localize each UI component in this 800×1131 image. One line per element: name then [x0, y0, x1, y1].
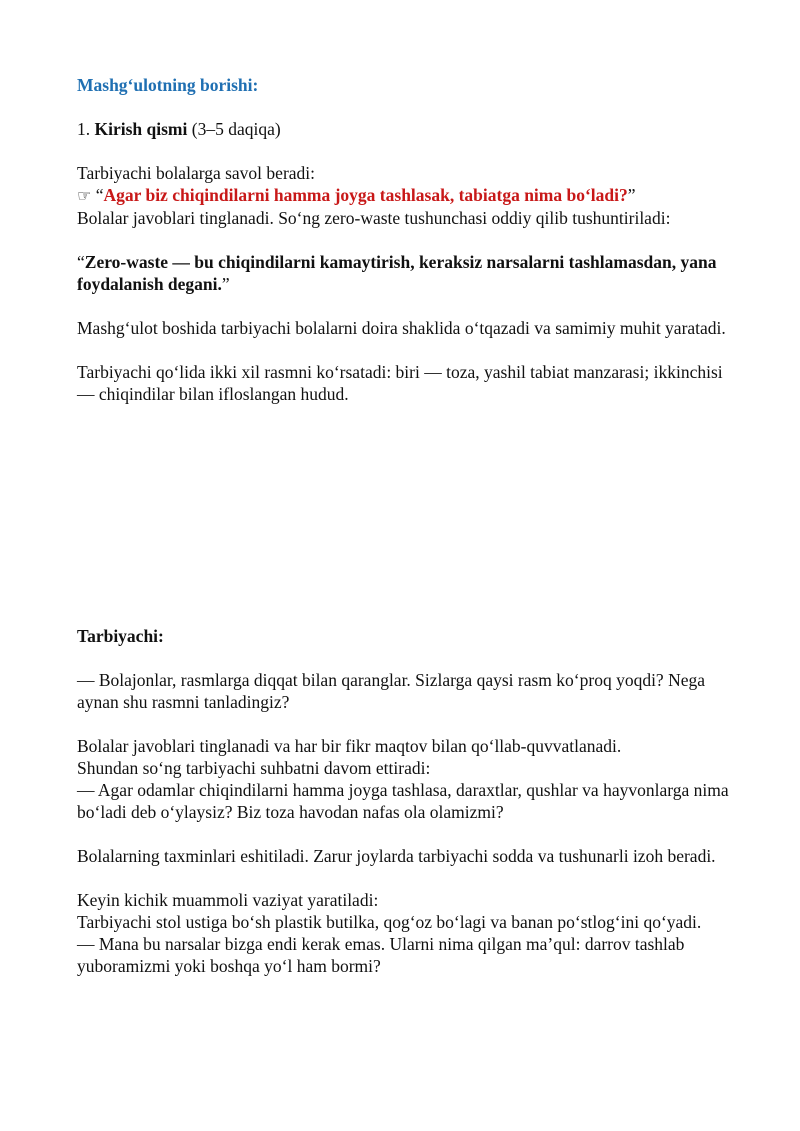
definition-open-quote: “	[77, 252, 85, 272]
pointing-hand-icon: ☞	[77, 186, 92, 205]
section-heading: Mashg‘ulotning borishi:	[77, 75, 259, 95]
question-line	[77, 184, 737, 207]
question-close-quote: ”	[627, 185, 636, 205]
question-lead: Tarbiyachi bolalarga savol beradi:	[77, 163, 316, 183]
speech-3: — Mana bu narsalar bizga endi kerak emas. Ularni nima qilgan ma’qul: darrov tashlab yuboramizmi yoki boshqa yo‘l ham bormi?	[77, 934, 685, 976]
praise-line: Bolalar javoblari tinglanadi va har bir fikr maqtov bilan qo‘llab-quvvatlanadi.	[77, 736, 622, 756]
answers-line: Bolalar javoblari tinglanadi. So‘ng zero-waste tushunchasi oddiy qilib tushuntiriladi:	[77, 208, 671, 228]
question-open-quote: “	[95, 185, 104, 205]
problem-items: Tarbiyachi stol ustiga bo‘sh plastik butilka, qog‘oz bo‘lagi va banan po‘stlog‘ini qo‘yadi.	[77, 912, 702, 932]
definition-text: Zero-waste — bu chiqindilarni kamaytirish, keraksiz narsalarni tashlamasdan, yana foydalanish degani.	[77, 252, 717, 294]
speech-1: — Bolajonlar, rasmlarga diqqat bilan qaranglar. Sizlarga qaysi rasm ko‘proq yoqdi? Nega aynan shu rasmni tanladingiz?	[77, 670, 705, 712]
intro-duration: (3–5 daqiqa)	[191, 119, 281, 139]
speech-2: — Agar odamlar chiqindilarni hamma joyga tashlasa, daraxtlar, qushlar va hayvonlarga nima bo‘ladi deb o‘ylaysiz? Biz toza havodan nafas ola olamizmi?	[77, 780, 729, 822]
paragraph-pictures: Tarbiyachi qo‘lida ikki xil rasmni ko‘rsatadi: biri — toza, yashil tabiat manzarasi; ikkinchisi — chiqindilar bilan ifloslangan hudud.	[77, 362, 723, 404]
guesses-line: Bolalarning taxminlari eshitiladi. Zarur joylarda tarbiyachi sodda va tushunarli izoh beradi.	[77, 846, 716, 866]
intro-line	[77, 118, 737, 140]
definition-close-quote: ”	[221, 274, 230, 294]
document-page	[77, 74, 737, 977]
speaker-label: Tarbiyachi:	[77, 626, 164, 646]
intro-number: 1.	[77, 119, 91, 139]
problem-lead: Keyin kichik muammoli vaziyat yaratiladi:	[77, 890, 379, 910]
intro-title: Kirish qismi	[94, 119, 188, 139]
paragraph-circle: Mashg‘ulot boshida tarbiyachi bolalarni doira shaklida o‘tqazadi va samimiy muhit yaratadi.	[77, 318, 726, 338]
definition-line	[77, 251, 737, 295]
continue-line: Shundan so‘ng tarbiyachi suhbatni davom ettiradi:	[77, 758, 431, 778]
question-text: Agar biz chiqindilarni hamma joyga tashlasak, tabiatga nima bo‘ladi?	[103, 185, 628, 205]
